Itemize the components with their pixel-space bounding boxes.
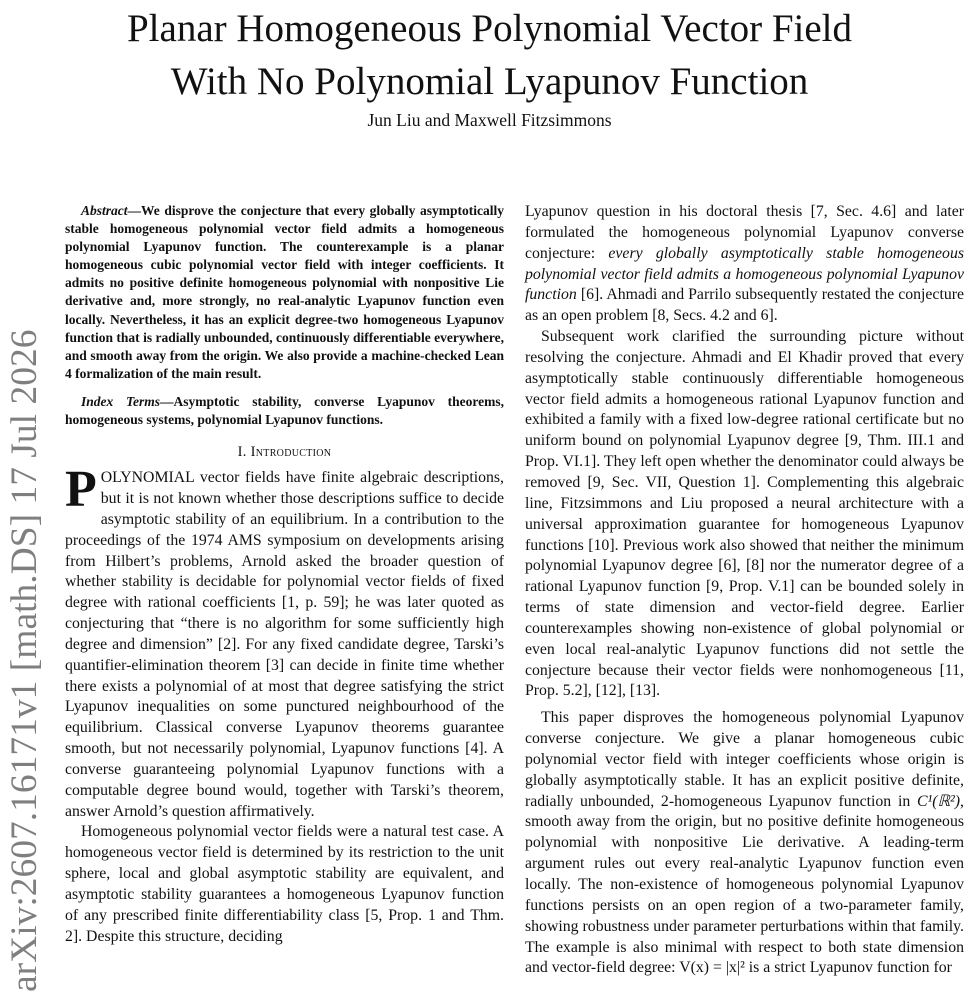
intro-paragraph-1-text: vector fields have finite algebraic descriptions, but it is not known whether those descriptions suffice to decide asymptotic stability of an equilibrium. In a contribution to the proceedings of the 1974 AMS symposium on developments arising from Hilbert’s problems, Arnold asked the broader question of whether stability is decidable for polynomial vector fields of fixed degree with rational coefficients [1, p. 59]; he was later quoted as conjecturing that “there is no algorithm for some sufficiently high degree and dimension” [2]. For any fixed candidate degree, Tarski’s quantifier-elimination theorem [3] can decide in finite time whether there exists a polynomial of at most that degree satisfying the strict Lyapunov inequalities on some punctured neighbourhood of the equilibrium. Classical converse Lyapunov theorems guarantee smooth, but not necessarily polynomial, Lyapunov functions [4]. A converse guaranteeing polynomial Lyapunov functions with a computable degree bound would, together with Tarski’s theorem, answer Arnold’s question affirmatively. [65, 469, 504, 820]
right-paragraph-3 [525, 708, 964, 979]
right-paragraph-1-start: Lyapunov question in his doctoral thesis [7, Sec. 4.6] and later formulated the homogeneous polynomial Lyapunov converse conjecture: [525, 203, 964, 262]
abstract-lead: Abstract [81, 203, 128, 218]
index-terms-lead: Index Terms [81, 393, 161, 409]
arxiv-watermark: arXiv:2607.16171v1 [math.DS] 17 Jul 2026 [4, 329, 45, 992]
function-space-math: C¹(ℝ²) [917, 792, 961, 810]
intro-small-caps: OLYNOMIAL [100, 469, 195, 487]
abstract-text: —We disprove the conjecture that every globally asymptotically stable homogeneous polynomial vector field admits a homogeneous polynomial Lyapunov function. The counterexample is a planar homogeneous cubic polynomial vector field with integer coefficients. It admits no positive definite homogeneous polynomial with nonpositive Lie derivative and, more strongly, no real-analytic Lyapunov function even locally. Nevertheless, it has an explicit degree-two homogeneous Lyapunov function that is radially unbounded, continuously differentiable everywhere, and smooth away from the origin. We also provide a machine-checked Lean 4 formalization of the main result. [65, 203, 504, 381]
left-column [65, 202, 504, 948]
right-paragraph-1-end: [6]. Ahmadi and Parrilo subsequently restated the conjecture as an open problem [8, Secs. 4.2 and 6]. [525, 286, 964, 325]
title-line-2: With No Polynomial Lyapunov Function [170, 60, 809, 103]
right-paragraph-2: Subsequent work clarified the surrounding picture without resolving the conjecture. Ahmadi and El Khadir proved that every asymptotically stable continuously differentiable homogeneous vector field admits a homogeneous rational Lyapunov function and exhibited a family with a fixed low-degree rational certificate but no uniform bound on polynomial Lyapunov degree [9, Thm. III.1 and Prop. VI.1]. They left open whether the denominator could always be removed [9, Sec. VII, Question 1]. Complementing this algebraic line, Fitzsimmons and Liu proposed a neural architecture with a universal approximation guarantee for homogeneous Lyapunov functions [10]. Previous work also showed that neither the minimum polynomial Lyapunov degree [6], [8] nor the numerator degree of a rational Lyapunov function [9, Prop. V.1] can be bounded solely in terms of state dimension and vector-field degree. Earlier counterexamples showing non-existence of global polynomial or even local real-analytic Lyapunov functions did not settle the conjecture because their vector fields were nonhomogeneous [11, Prop. 5.2], [12], [13]. [525, 328, 964, 700]
index-terms [65, 393, 504, 429]
author-list: Jun Liu and Maxwell Fitzsimmons [367, 110, 612, 130]
intro-paragraph-2: Homogeneous polynomial vector fields were a natural test case. A homogeneous vector field is determined by its restriction to the unit sphere, local and global asymptotic stability are equivalent, and asymptotic stability guarantees a homogeneous Lyapunov function of any prescribed finite differentiability class [5, Prop. 1 and Thm. 2]. Despite this structure, deciding [65, 823, 504, 945]
paper-title [0, 2, 979, 108]
section-numeral: I. [237, 444, 251, 461]
right-paragraph-3-start: This paper disproves the homogeneous polynomial Lyapunov converse conjecture. We give a planar homogeneous cubic polynomial vector field with integer coefficients whose origin is globally asymptotically stable. It has an explicit positive definite, radially unbounded, 2-homogeneous Lyapunov function in [525, 709, 964, 810]
intro-paragraph-1 [65, 461, 504, 822]
right-column [525, 202, 964, 979]
abstract [65, 202, 504, 383]
conjecture-statement: every globally asymptotically stable homogeneous polynomial vector field admits a homogeneous polynomial Lyapunov function [525, 244, 964, 304]
title-line-1: Planar Homogeneous Polynomial Vector Field [126, 7, 853, 50]
index-terms-text: —Asymptotic stability, converse Lyapunov theorems, homogeneous systems, polynomial Lyapunov functions. [65, 393, 505, 428]
right-paragraph-3-end: , smooth away from the origin, but no positive definite homogeneous polynomial with nonpositive Lie derivative. A leading-term argument rules out every real-analytic Lyapunov function even locally. The non-existence of homogeneous polynomial Lyapunov functions persists on an open region of a two-parameter family, showing robustness under parameter perturbations within that family. The example is also minimal with respect to both state dimension and vector-field degree: V(x) = |x|² is a strict Lyapunov function for [525, 792, 964, 977]
section-heading-introduction [65, 442, 504, 462]
right-paragraph-1 [525, 202, 964, 327]
drop-cap: P [65, 461, 97, 519]
section-title: Introduction [250, 444, 332, 461]
